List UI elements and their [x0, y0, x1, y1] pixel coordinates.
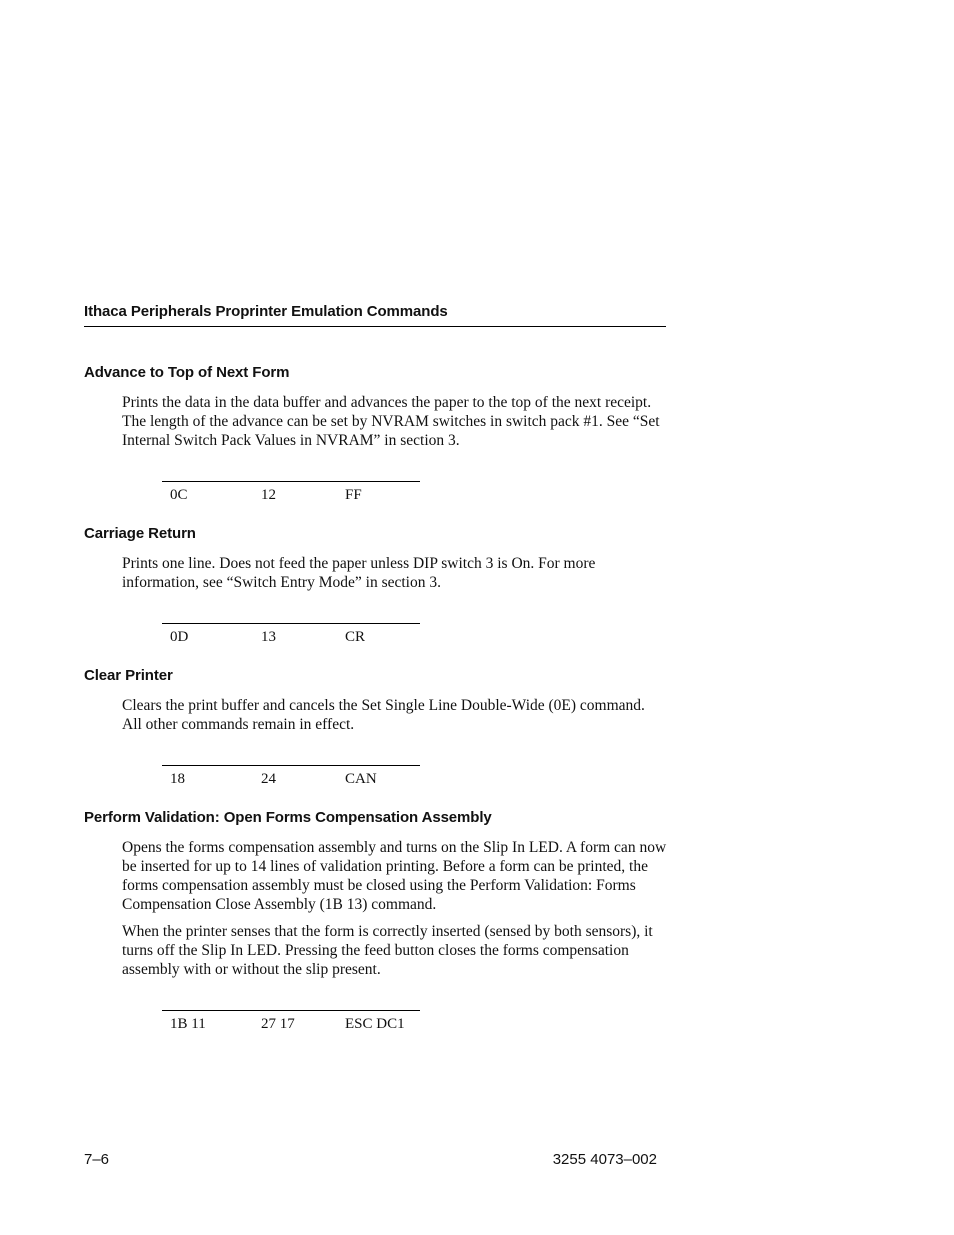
hex-code: 0D [170, 629, 189, 645]
hex-code: 1B 11 [170, 1016, 206, 1032]
command-code-row [162, 481, 420, 508]
hex-code: 0C [170, 487, 188, 503]
command-code-row [162, 765, 420, 792]
section-description: Prints the data in the data buffer and advances the paper to the top of the next receipt. The length of the advance can be set by NVRAM switches in switch pack #1. See “Set Internal Switch Pack Values in NVRAM” in section 3. [122, 394, 660, 449]
ascii-code: ESC DC1 [345, 1016, 405, 1032]
section-title-perform-validation: Perform Validation: Open Forms Compensation Assembly [84, 809, 492, 826]
decimal-code: 24 [261, 771, 276, 787]
ascii-code: CAN [345, 771, 377, 787]
decimal-code: 12 [261, 487, 276, 503]
chapter-header: Ithaca Peripherals Proprinter Emulation Commands [84, 303, 666, 327]
section-description: Opens the forms compensation assembly and turns on the Slip In LED. A form can now be inserted for up to 14 lines of validation printing. Before a form can be printed, the forms compensation assembly must be closed using the Perform Validation: Forms Compensation Close Assembly (1B 13) command. [122, 839, 667, 913]
section-description: Clears the print buffer and cancels the Set Single Line Double-Wide (0E) command. All other commands remain in effect. [122, 697, 645, 733]
ascii-code: CR [345, 629, 366, 645]
document-number: 3255 4073–002 [552, 1151, 657, 1168]
decimal-code: 27 17 [261, 1016, 295, 1032]
command-code-row [162, 623, 420, 650]
section-title-advance-form: Advance to Top of Next Form [84, 364, 290, 381]
ascii-code: FF [345, 487, 362, 503]
decimal-code: 13 [261, 629, 276, 645]
command-code-row [162, 1010, 420, 1037]
section-description: Prints one line. Does not feed the paper unless DIP switch 3 is On. For more information, see “Switch Entry Mode” in section 3. [122, 555, 596, 591]
hex-code: 18 [170, 771, 185, 787]
section-title-clear-printer: Clear Printer [84, 667, 173, 684]
section-description: When the printer senses that the form is correctly inserted (sensed by both sensors), it turns off the Slip In LED. Pressing the feed button closes the forms compensation assembly with or without the slip present. [122, 923, 653, 978]
page-number: 7–6 [84, 1151, 110, 1168]
section-title-carriage-return: Carriage Return [84, 525, 196, 542]
